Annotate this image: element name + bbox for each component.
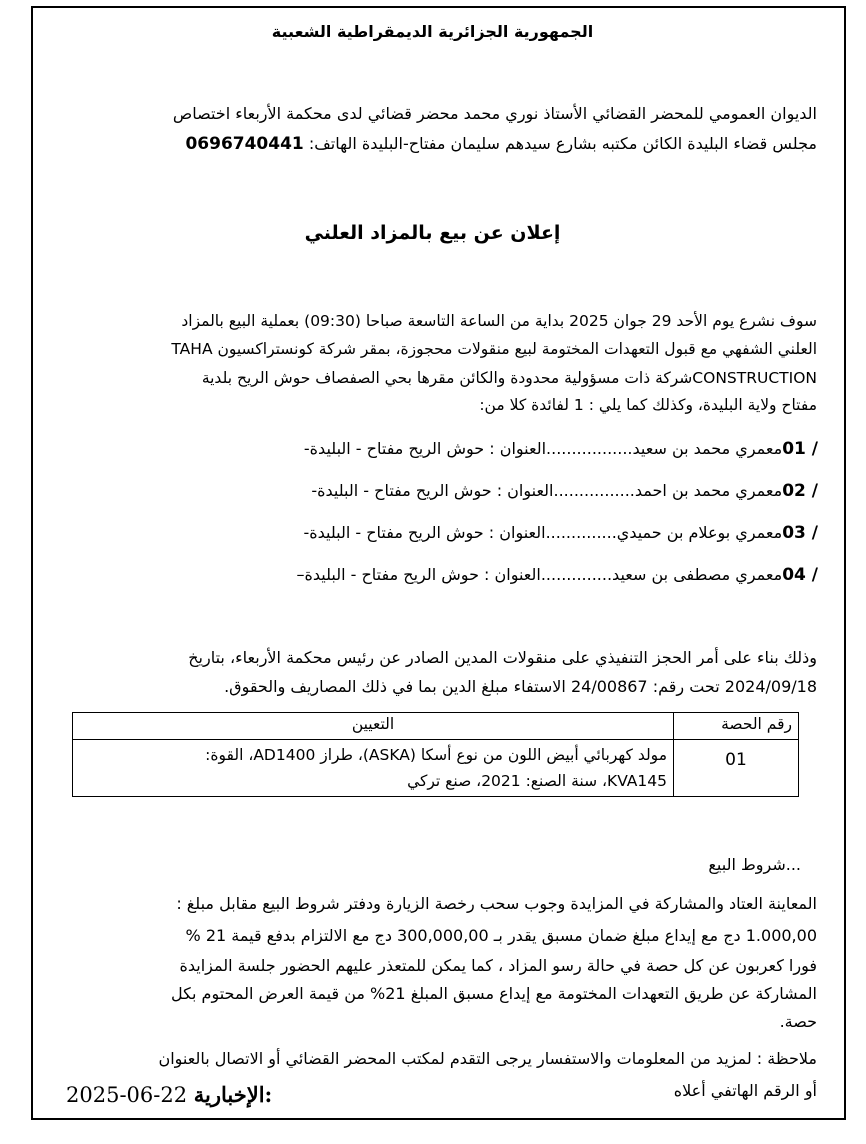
debtor-text: معمري محمد بن احمد................العنوان : حوش الريح مفتاح - البليدة- (311, 481, 783, 500)
designation-header: التعيين (73, 713, 674, 740)
conditions-line-3: فورا كعربون عن كل حصة في حالة رسو المزاد ، كما يمكن للمتعذر عليهم الحضور جلسة المزايدة (179, 956, 817, 975)
sale-body-line-2: العلني الشفهي مع قبول التعهدات المختومة لبيع منقولات محجوزة، بمقر شركة كونستراكسيون TAHA (171, 340, 817, 358)
republic-header: الجمهورية الجزائرية الديمقراطية الشعبية (271, 22, 594, 41)
debtor-text: معمري محمد بن سعيد.................العنوان : حوش الريح مفتاح - البليدة- (303, 439, 783, 458)
debtor-index: / 04 (782, 565, 818, 585)
lots-table (72, 712, 799, 797)
publisher-stamp (66, 1082, 272, 1107)
debtor-item (304, 439, 818, 459)
note-line-2: أو الرقم الهاتفي أعلاه (673, 1081, 817, 1100)
debtor-item (303, 523, 818, 543)
conditions-line-5: حصة. (779, 1012, 817, 1031)
seizure-basis-line-1: وذلك بناء على أمر الحجز التنفيذي على منقولات المدين الصادر عن رئيس محكمة الأربعاء، بتاريخ (188, 648, 817, 667)
note-line-1: ملاحظة : لمزيد من المعلومات والاستفسار يرجى التقدم لمكتب المحضر القضائي أو الاتصال بالعنوان (158, 1049, 817, 1068)
table-header-row (73, 713, 799, 740)
sale-body-line-3: CONSTRUCTIONشركة ذات مسؤولية محدودة والكائن مقرها بحي الصفصاف حوش الريح بلدية (201, 369, 817, 387)
document-frame (31, 6, 846, 1120)
designation-line-1: مولد كهربائي أبيض اللون من نوع أسكا (ASKA)، طراز AD1400، القوة: (205, 746, 667, 764)
office-phone: 0696740441 (185, 134, 304, 154)
debtor-index: / 03 (782, 523, 818, 543)
sale-body-line-1: سوف نشرع يوم الأحد 29 جوان 2025 بداية من الساعة التاسعة صباحا (09:30) بعملية البيع بالمزاد (181, 312, 817, 330)
table-row (73, 740, 799, 797)
debtor-text: معمري مصطفى بن سعيد..............العنوان : حوش الريح مفتاح - البليدة– (296, 565, 783, 584)
office-line-1: الديوان العمومي للمحضر القضائي الأستاذ نوري محمد محضر قضائي لدى محكمة الأربعاء اختصاص (172, 104, 817, 123)
sale-body-line-4: مفتاح ولاية البليدة، وكذلك كما يلي : 1 لفائدة كلا من: (479, 396, 817, 414)
conditions-line-2: 1.000,00 دج مع إيداع مبلغ ضمان مسبق يقدر بـ 300,000,00 دج مع الالتزام بدفع قيمة 21 % (185, 926, 817, 945)
seizure-basis-line-2: 2024/09/18 تحت رقم: 24/00867 الاستفاء مبلغ الدين بما في ذلك المصاريف والحقوق. (224, 677, 817, 696)
lot-number-cell: 01 (674, 740, 799, 797)
debtor-item (296, 565, 818, 585)
designation-line-2: KVA145، سنة الصنع: 2021، صنع تركي (407, 772, 667, 790)
lot-number-header: رقم الحصة (674, 713, 799, 740)
conditions-line-4: المشاركة عن طريق التعهدات المختومة مع إيداع مسبق المبلغ 21% من قيمة العرض المحتوم بكل (171, 984, 817, 1003)
office-line-2 (72, 134, 817, 154)
publisher-name: الإخبارية: (193, 1082, 273, 1107)
publisher-date: 2025-06-22 (66, 1083, 188, 1107)
debtor-index: / 01 (782, 439, 818, 459)
office-address: مجلس قضاء البليدة الكائن مكتبه بشارع سيدهم سليمان مفتاح-البليدة الهاتف: (308, 134, 817, 153)
conditions-line-1: المعاينة العتاد والمشاركة في المزايدة وجوب سحب رخصة الزيارة ودفتر شروط البيع مقابل مبلغ : (176, 894, 817, 913)
debtor-index: / 02 (782, 481, 818, 501)
debtor-text: معمري بوعلام بن حميدي..............العنوان : حوش الريح مفتاح - البليدة- (303, 523, 783, 542)
announcement-title: إعلان عن بيع بالمزاد العلني (304, 222, 561, 244)
debtor-item (311, 481, 818, 501)
conditions-title: ...شروط البيع (708, 855, 801, 874)
designation-cell (73, 740, 674, 797)
